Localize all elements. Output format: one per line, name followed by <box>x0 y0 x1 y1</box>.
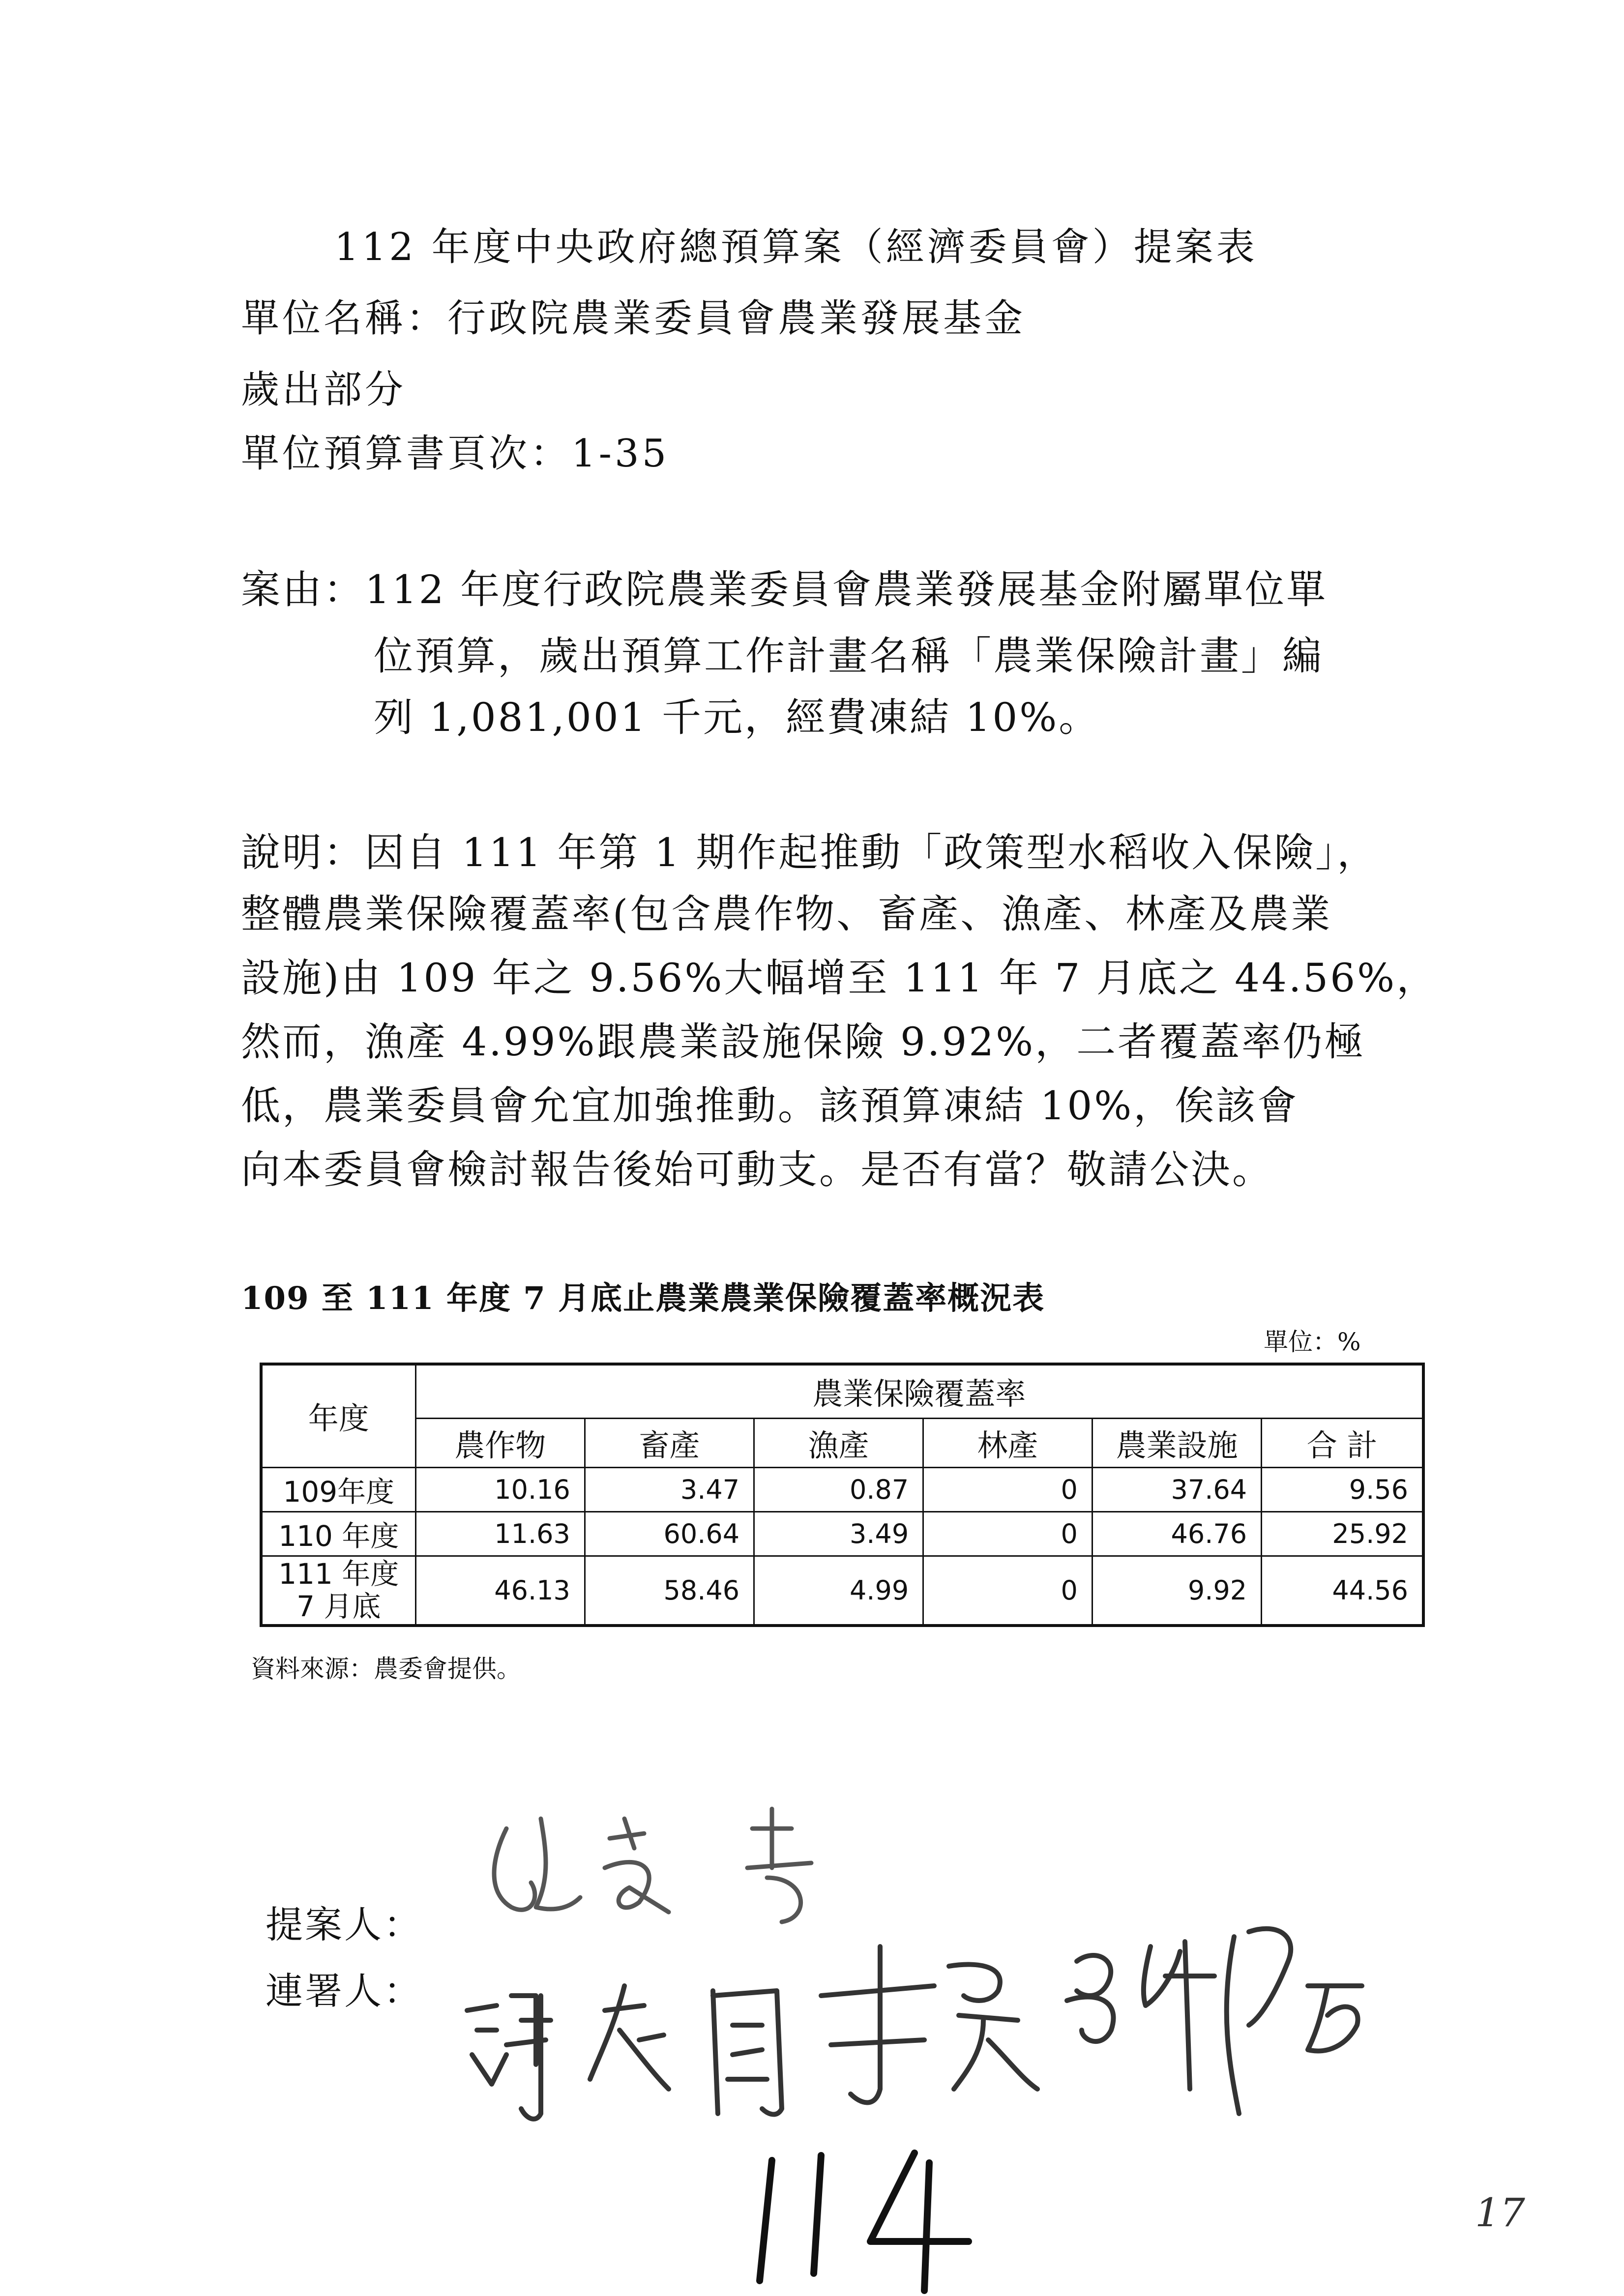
value-cell: 46.76 <box>1092 1511 1261 1556</box>
value-cell: 10.16 <box>415 1467 585 1511</box>
table-title: 109 至 111 年度 7 月底止農業農業保險覆蓋率概況表 <box>241 1280 1045 1317</box>
explain-line-3: 設施)由 109 年之 9.56%大幅增至 111 年 7 月底之 44.56%， <box>241 955 1438 1001</box>
explain-line-4: 然而，漁產 4.99%跟農業設施保險 9.92%，二者覆蓋率仍極 <box>241 1019 1366 1065</box>
value-cell: 9.56 <box>1262 1467 1423 1511</box>
column-header-livestock: 畜產 <box>585 1418 754 1467</box>
handwritten-number-strokes <box>760 2153 969 2291</box>
year-cell-line-2: 7 月底 <box>296 1590 381 1624</box>
unit-name-line: 單位名稱：行政院農業委員會農業發展基金 <box>241 296 1026 341</box>
cosigner-label: 連署人： <box>266 1969 423 2013</box>
cosigner-signature-strokes <box>467 1929 1362 2119</box>
value-cell: 0 <box>923 1511 1093 1556</box>
value-cell: 58.46 <box>585 1556 754 1626</box>
explain-line-2: 整體農業保險覆蓋率(包含農作物、畜產、漁產、林產及農業 <box>241 891 1332 937</box>
case-line-1: 案由：112 年度行政院農業委員會農業發展基金附屬單位單 <box>241 567 1328 612</box>
year-cell: 110 年度 <box>261 1511 415 1556</box>
column-header-forestry: 林產 <box>923 1418 1093 1467</box>
proposer-label: 提案人： <box>266 1903 423 1947</box>
explain-line-1: 說明：因自 111 年第 1 期作起推動「政策型水稻收入保險」， <box>241 830 1379 875</box>
value-cell: 37.64 <box>1092 1467 1261 1511</box>
value-cell: 0.87 <box>754 1467 923 1511</box>
value-cell: 3.49 <box>754 1511 923 1556</box>
value-cell: 44.56 <box>1262 1556 1423 1626</box>
table-unit: 單位：% <box>1264 1328 1361 1356</box>
case-line-3: 列 1,081,001 千元，經費凍結 10%。 <box>374 695 1100 740</box>
explain-line-6: 向本委員會檢討報告後始可動支。是否有當？敬請公決。 <box>241 1147 1273 1192</box>
proposer-signature-strokes <box>494 1809 811 1922</box>
year-header: 年度 <box>261 1364 415 1467</box>
column-header-facilities: 農業設施 <box>1092 1418 1261 1467</box>
section-line: 歲出部分 <box>241 368 407 412</box>
data-source-note: 資料來源：農委會提供。 <box>251 1655 521 1683</box>
column-header-total: 合 計 <box>1262 1418 1423 1467</box>
year-cell: 109年度 <box>261 1467 415 1511</box>
value-cell: 25.92 <box>1262 1511 1423 1556</box>
value-cell: 0 <box>923 1556 1093 1626</box>
year-cell-line-1: 111 年度 <box>278 1557 399 1591</box>
column-header-fishery: 漁產 <box>754 1418 923 1467</box>
document-title: 112 年度中央政府總預算案（經濟委員會）提案表 <box>334 225 1258 269</box>
value-cell: 4.99 <box>754 1556 923 1626</box>
value-cell: 11.63 <box>415 1511 585 1556</box>
value-cell: 0 <box>923 1467 1093 1511</box>
page-number: 17 <box>1475 2190 1525 2236</box>
explain-line-5: 低，農業委員會允宜加強推動。該預算凍結 10%，俟該會 <box>241 1083 1299 1129</box>
page-reference-line: 單位預算書頁次：1-35 <box>241 432 670 476</box>
value-cell: 46.13 <box>415 1556 585 1626</box>
value-cell: 3.47 <box>585 1467 754 1511</box>
column-header-crops: 農作物 <box>415 1418 585 1467</box>
value-cell: 60.64 <box>585 1511 754 1556</box>
coverage-group-header: 農業保險覆蓋率 <box>415 1364 1423 1418</box>
value-cell: 9.92 <box>1092 1556 1261 1626</box>
case-line-2: 位預算，歲出預算工作計畫名稱「農業保險計畫」編 <box>374 633 1324 679</box>
